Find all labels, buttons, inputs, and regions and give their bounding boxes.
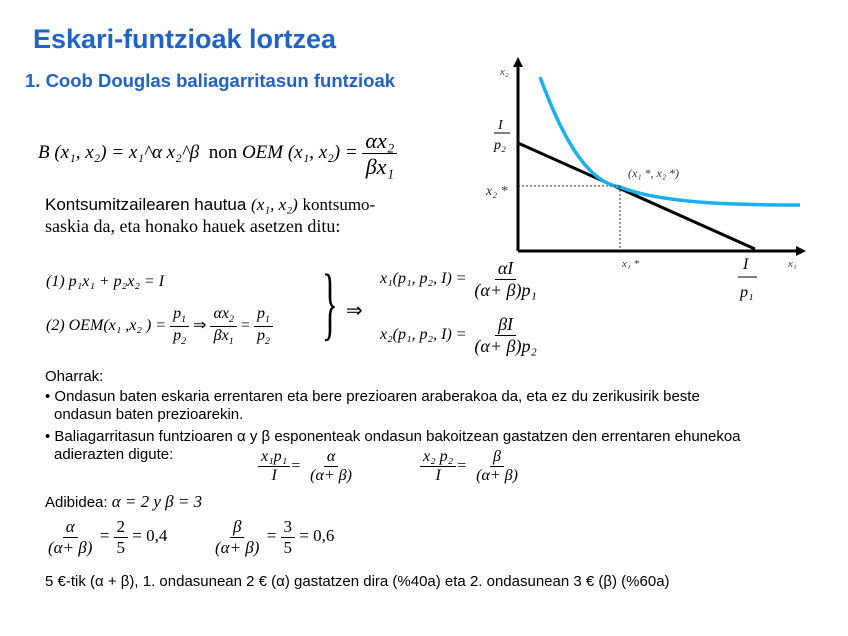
section-subtitle: 1. Coob Douglas baliagarritasun funtzioak	[25, 70, 396, 91]
budget-line	[518, 143, 755, 249]
demand-x2	[380, 314, 541, 356]
budget-graph	[470, 55, 848, 315]
x-axis-label: x₁	[788, 258, 797, 270]
share1-den: I	[271, 467, 277, 485]
note-2-cont: adierazten digute:	[54, 446, 174, 463]
brace: }	[322, 257, 338, 348]
calc2-den: (α+ β)	[215, 537, 260, 557]
price-ratio-2: $\frac{p_1}{p_2}$	[254, 305, 273, 347]
example-calc-1: $\frac{\alpha}{(\alpha+ \beta)}$ = $\frac{2}{5}$ = 0,4	[45, 517, 167, 557]
page-title: Eskari-funtzioak lortzea	[33, 24, 337, 54]
share1-rhs	[301, 448, 361, 486]
calc2-frac	[212, 517, 262, 557]
x-intercept-den: p₁	[740, 284, 754, 301]
calc2-mid-num: 3	[281, 517, 296, 538]
calc1-frac	[45, 517, 95, 557]
x-axis-arrow	[796, 246, 806, 256]
note-2-text: Baliagarritasun funtzioaren α y β esponenteak ondasun bakoitzean gastatzen den errentaren ehunekoa	[54, 428, 741, 445]
x2-num: βI	[495, 314, 516, 336]
share-formula-1: $\frac{\text{x₁p₁}}{I}$ = $\frac{\alpha}{(\alpha+ \beta)}$	[258, 448, 361, 486]
note-1: • Ondasun baten eskaria errentaren eta bere prezioaren araberakoa da, eta ez du zerikusirik beste	[45, 388, 700, 405]
example-calc-2: $\frac{\beta}{(\alpha+ \beta)}$ = $\frac{3}{5}$ = 0,6	[212, 517, 334, 557]
share2-rden: (α+ β)	[476, 467, 518, 485]
oem-fraction	[362, 128, 397, 180]
x2-den: (α+ β)p₂	[474, 335, 537, 356]
intro-line1	[45, 195, 375, 215]
share2-num: x₂ p₂	[420, 448, 456, 467]
intro-text: Kontsumitzailearen hautua	[45, 195, 247, 214]
utility-formula	[38, 128, 397, 180]
y-axis-label: x₂	[500, 66, 509, 78]
intro-line2: saskia da, eta honako hauek asetzen ditu:	[45, 216, 341, 236]
calc1-result: = 0,4	[132, 525, 168, 545]
calc2-mid	[281, 517, 296, 557]
calc2-num: β	[230, 517, 244, 538]
x2-star-label: x₂ *	[486, 184, 508, 199]
note-2: • Baliagarritasun funtzioaren α y β esponenteak ondasun bakoitzean gastatzen den errentaren ehunekoa	[45, 428, 741, 445]
example-label: Adibidea:	[45, 494, 108, 511]
calc1-mid-den: 5	[116, 537, 126, 557]
price-ratio: $\frac{p_1}{p_2}$	[170, 305, 189, 347]
share1-rden: (α+ β)	[310, 467, 352, 485]
calc2-result: = 0,6	[299, 525, 335, 545]
x1-star-label: x₁ *	[622, 258, 639, 270]
intro-text-2: kontsumo-	[302, 195, 376, 214]
notes-heading: Oharrak:	[45, 368, 104, 385]
utility-lhs: B (x₁, x₂) = x₁^α x₂^β	[38, 142, 200, 164]
x1-lhs: x₁(p₁, p₂, I) =	[380, 269, 467, 287]
oem-lhs: OEM (x₁, x₂) =	[241, 142, 358, 164]
share1-lhs	[258, 448, 290, 486]
mrs-fraction: $\frac{\alpha x_2}{\beta x_1}$	[210, 305, 236, 347]
condition-1: (1) p₁x₁ + p₂x₂ = I	[46, 273, 165, 290]
x1-num: αI	[495, 258, 516, 280]
note-1-text: Ondasun baten eskaria errentaren eta bere prezioaren araberakoa da, eta ez du zerikusirik beste	[54, 388, 700, 405]
calc1-mid	[114, 517, 129, 557]
non-word: non	[208, 142, 238, 164]
example-conclusion: 5 €-tik (α + β), 1. ondasunean 2 € (α) gastatzen dira (%40a) eta 2. ondasunean 3 € (β) (%60a)	[45, 573, 670, 590]
y-intercept-num: I	[498, 118, 503, 133]
oem-den: βx₁	[365, 154, 395, 180]
condition-2: (2) OEM(x₁ ,x₂ ) = $\frac{p_1}{p_2}$ ⇒ $\frac{\alpha x_2}{\beta x_1}$ = $\frac{p_1}{p_2}$	[46, 305, 273, 347]
optimum-label: (x₁ *, x₂ *)	[628, 166, 679, 180]
share1-num: x₁p₁	[258, 448, 290, 467]
share1-rnum: α	[324, 448, 338, 467]
implies-arrow-2: ⇒	[346, 300, 363, 322]
calc1-den: (α+ β)	[48, 537, 93, 557]
basket: (x₁, x₂)	[251, 195, 298, 214]
example-values: α = 2 y β = 3	[111, 492, 203, 511]
share2-lhs	[420, 448, 456, 486]
condition-2-lhs: (2) OEM(x₁ ,x₂ ) =	[46, 316, 167, 334]
y-axis-arrow	[513, 57, 523, 67]
y-intercept-den: p₂	[494, 138, 506, 153]
example-line	[45, 492, 202, 512]
calc1-mid-num: 2	[114, 517, 129, 538]
implies-arrow: ⇒	[193, 316, 207, 334]
oem-num: αx₂	[362, 128, 397, 154]
share2-den: I	[435, 467, 441, 485]
calc2-mid-den: 5	[283, 537, 293, 557]
note-1-cont: ondasun baten prezioarekin.	[54, 406, 244, 423]
x2-fraction	[471, 314, 541, 356]
calc1-num: α	[63, 517, 78, 538]
x-intercept-num: I	[743, 256, 749, 273]
share-formula-2: $\frac{\text{x₂ p₂}}{I}$ = $\frac{\beta}{(\alpha+ \beta)}$	[420, 448, 527, 486]
x2-lhs: x₂(p₁, p₂, I) =	[380, 325, 467, 343]
share2-rhs	[467, 448, 527, 486]
x1-den: (α+ β)p₁	[474, 279, 537, 300]
share2-rnum: β	[490, 448, 504, 467]
